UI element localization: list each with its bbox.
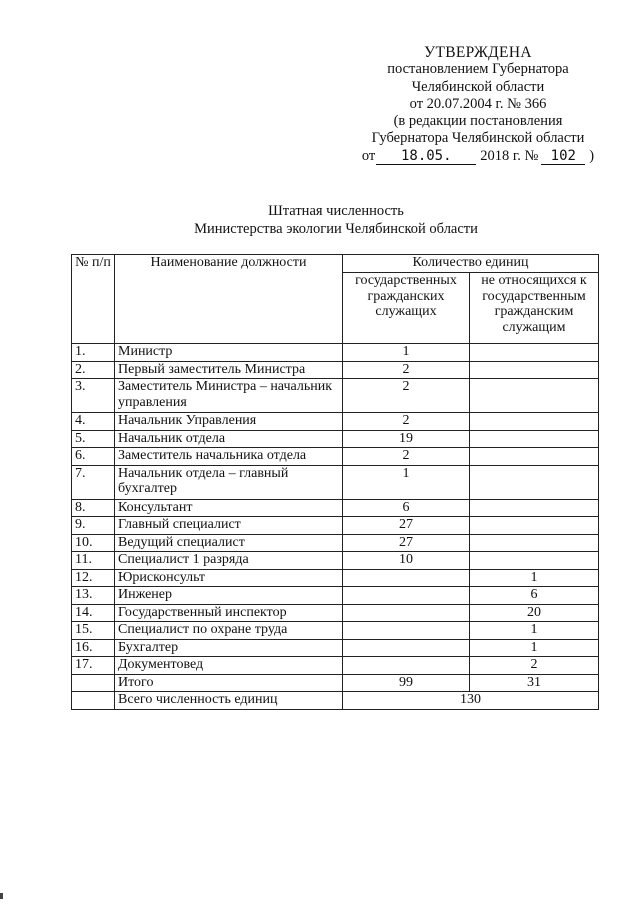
document-title-line2: Министерства экологии Челябинской области (194, 220, 478, 237)
row-non-gov (470, 413, 599, 431)
row-num: 8. (72, 499, 115, 517)
row-name: Консультант (115, 499, 343, 517)
row-gov (343, 587, 470, 605)
approval-from-prefix: от (361, 147, 376, 164)
header-gov: государственных гражданских служащих (343, 273, 470, 344)
row-non-gov (470, 361, 599, 379)
table-row (72, 604, 599, 622)
row-non-gov (470, 344, 599, 362)
row-name: Документовед (115, 657, 343, 675)
total-label: Итого (115, 674, 343, 692)
row-gov (343, 657, 470, 675)
approval-date-line (340, 148, 616, 165)
row-gov: 2 (343, 448, 470, 466)
row-name: Специалист 1 разряда (115, 552, 343, 570)
row-num: 10. (72, 534, 115, 552)
row-num: 12. (72, 569, 115, 587)
table-row (72, 639, 599, 657)
row-name: Министр (115, 344, 343, 362)
row-gov: 10 (343, 552, 470, 570)
approval-year: 2018 г. № (480, 147, 539, 164)
document-title (0, 203, 640, 238)
row-name: Бухгалтер (115, 639, 343, 657)
document-title-line1: Штатная численность (268, 203, 404, 219)
row-gov: 27 (343, 534, 470, 552)
row-name: Специалист по охране труда (115, 622, 343, 640)
row-gov (343, 569, 470, 587)
approval-line: от 20.07.2004 г. № 366 (409, 95, 547, 112)
row-num: 4. (72, 413, 115, 431)
table-row (72, 622, 599, 640)
row-gov: 2 (343, 361, 470, 379)
table-row (72, 430, 599, 448)
table-row (72, 534, 599, 552)
row-num: 13. (72, 587, 115, 605)
table-row (72, 413, 599, 431)
table-row (72, 552, 599, 570)
row-num: 17. (72, 657, 115, 675)
row-num: 2. (72, 361, 115, 379)
row-non-gov: 20 (470, 604, 599, 622)
header-num: № п/п (72, 255, 115, 344)
row-num: 7. (72, 465, 115, 499)
row-non-gov (470, 499, 599, 517)
row-num: 3. (72, 379, 115, 413)
grand-total-label: Всего численность единиц (115, 692, 343, 710)
scan-mark (0, 893, 3, 899)
row-non-gov (470, 517, 599, 535)
approval-number: 102 (541, 149, 585, 165)
grand-total-value: 130 (343, 692, 599, 710)
table-row (72, 465, 599, 499)
table-row (72, 517, 599, 535)
total-num-cell (72, 674, 115, 692)
approval-stamp (340, 44, 616, 165)
table-row (72, 587, 599, 605)
row-non-gov: 1 (470, 569, 599, 587)
row-non-gov (470, 379, 599, 413)
approval-line: Челябинской области (411, 78, 545, 95)
approval-heading: УТВЕРЖДЕНА (424, 44, 532, 61)
row-gov: 2 (343, 413, 470, 431)
header-non-gov: не относящихся к государственным гражданским служащим (470, 273, 599, 344)
table-row (72, 657, 599, 675)
row-num: 6. (72, 448, 115, 466)
row-gov: 2 (343, 379, 470, 413)
row-num: 1. (72, 344, 115, 362)
row-non-gov (470, 430, 599, 448)
row-non-gov (470, 465, 599, 499)
table-row (72, 448, 599, 466)
row-num: 14. (72, 604, 115, 622)
row-non-gov: 1 (470, 622, 599, 640)
grand-total-num-cell (72, 692, 115, 710)
row-name: Главный специалист (115, 517, 343, 535)
row-name: Заместитель начальника отдела (115, 448, 343, 466)
row-non-gov: 6 (470, 587, 599, 605)
table-row (72, 344, 599, 362)
row-non-gov (470, 448, 599, 466)
row-name: Инженер (115, 587, 343, 605)
row-non-gov (470, 552, 599, 570)
header-name: Наименование должности (115, 255, 343, 344)
row-name: Начальник отдела – главный бухгалтер (115, 465, 343, 499)
header-quantity: Количество единиц (343, 255, 599, 273)
approval-line: постановлением Губернатора (387, 61, 569, 78)
row-gov: 1 (343, 465, 470, 499)
row-num: 5. (72, 430, 115, 448)
row-name: Начальник Управления (115, 413, 343, 431)
row-gov (343, 639, 470, 657)
table-row (72, 361, 599, 379)
staff-table (71, 254, 599, 710)
row-gov (343, 622, 470, 640)
approval-line: Губернатора Челябинской области (371, 130, 585, 147)
table-row (72, 499, 599, 517)
total-gov: 99 (343, 674, 470, 692)
row-name: Юрисконсульт (115, 569, 343, 587)
row-name: Ведущий специалист (115, 534, 343, 552)
approval-line: (в редакции постановления (393, 113, 563, 130)
row-num: 16. (72, 639, 115, 657)
grand-total-row (72, 692, 599, 710)
row-name: Начальник отдела (115, 430, 343, 448)
row-gov: 27 (343, 517, 470, 535)
approval-closing: ) (589, 147, 595, 164)
row-non-gov: 1 (470, 639, 599, 657)
row-gov: 1 (343, 344, 470, 362)
row-non-gov: 2 (470, 657, 599, 675)
row-num: 15. (72, 622, 115, 640)
row-name: Заместитель Министра – начальник управления (115, 379, 343, 413)
table-row (72, 379, 599, 413)
approval-date: 18.05. (376, 149, 476, 165)
row-gov (343, 604, 470, 622)
row-gov: 6 (343, 499, 470, 517)
total-non-gov: 31 (470, 674, 599, 692)
table-row (72, 569, 599, 587)
row-name: Государственный инспектор (115, 604, 343, 622)
row-num: 11. (72, 552, 115, 570)
total-row (72, 674, 599, 692)
row-non-gov (470, 534, 599, 552)
row-gov: 19 (343, 430, 470, 448)
row-name: Первый заместитель Министра (115, 361, 343, 379)
row-num: 9. (72, 517, 115, 535)
table-header-row (72, 255, 599, 273)
